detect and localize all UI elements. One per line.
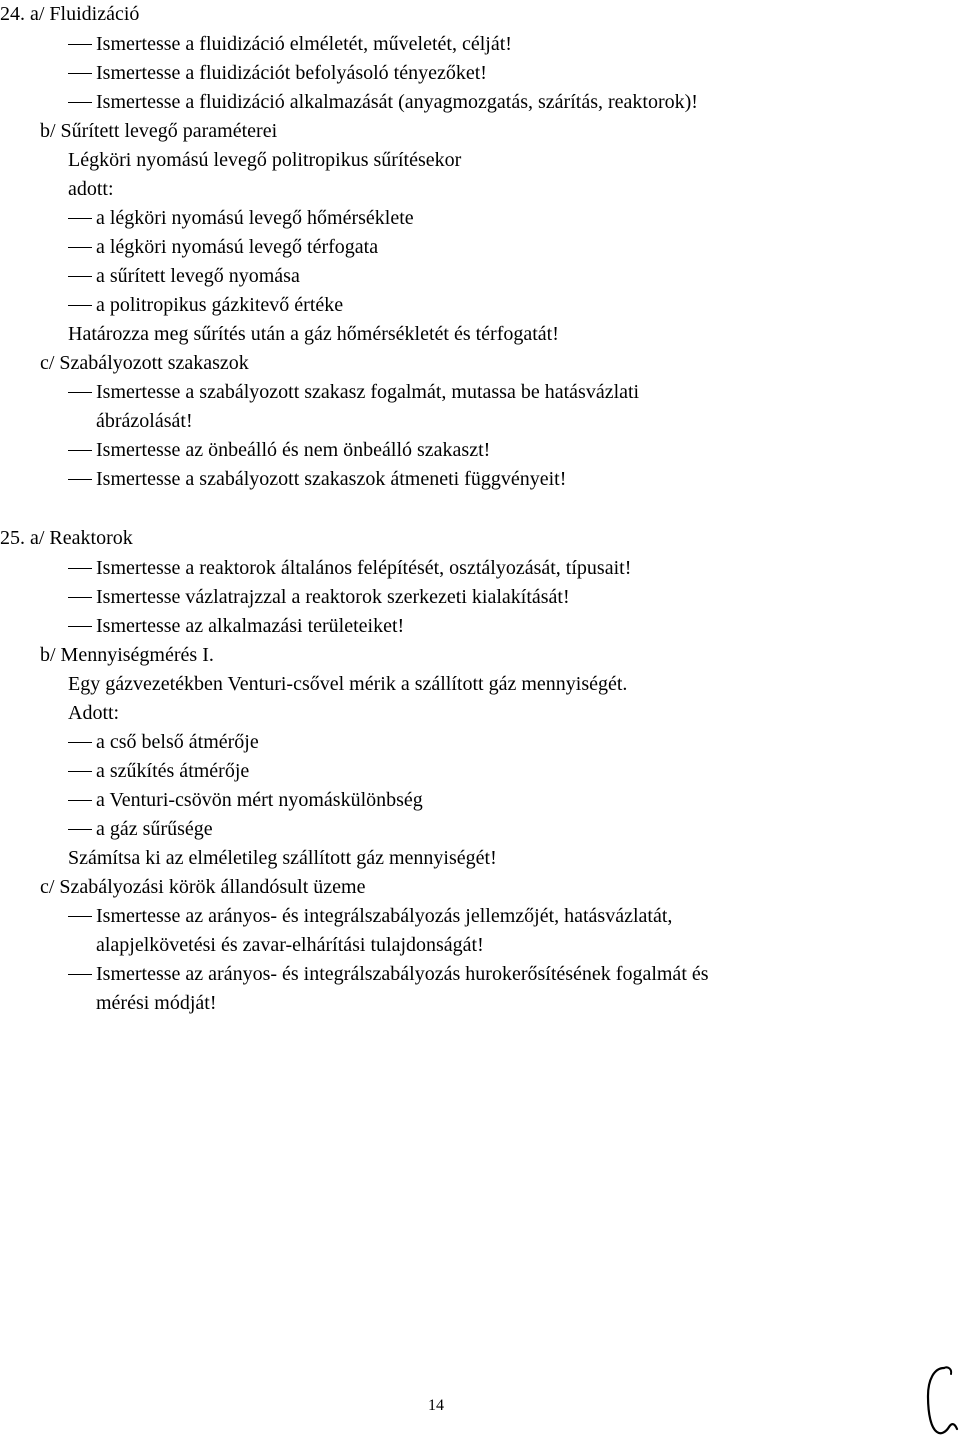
q24-b-task: Határozza meg sűrítés után a gáz hőmérsékletét és térfogatát! <box>68 323 559 345</box>
q25-b-item-2: a szűkítés átmérője <box>96 760 250 782</box>
dash-bullet <box>68 626 92 627</box>
q24-c-item-1-continued: ábrázolását! <box>96 410 193 432</box>
dash-bullet <box>68 829 92 830</box>
q24-c-item-1: Ismertesse a szabályozott szakasz fogalmát, mutassa be hatásvázlati <box>96 381 640 403</box>
q24-b-item-3: a sűrített levegő nyomása <box>96 265 300 287</box>
q24-c-header: c/ Szabályozott szakaszok <box>40 352 249 374</box>
q25-b-given-label: Adott: <box>68 702 120 724</box>
q25-c-item-1: Ismertesse az arányos- és integrálszabályozás jellemzőjét, hatásvázlatát, <box>96 905 673 927</box>
q24-a-item-3: Ismertesse a fluidizáció alkalmazását (anyagmozgatás, szárítás, reaktorok)! <box>96 91 698 113</box>
q24-b-item-1: a légköri nyomású levegő hőmérséklete <box>96 207 414 229</box>
q24-a-item-1: Ismertesse a fluidizáció elméletét, műveletét, célját! <box>96 33 512 55</box>
q25-c-item-2-continued: mérési módját! <box>96 992 217 1014</box>
dash-bullet <box>68 771 92 772</box>
q25-c-header: c/ Szabályozási körök állandósult üzeme <box>40 876 366 898</box>
q25-c-item-1-continued: alapjelkövetési és zavar-elhárítási tulajdonságát! <box>96 934 484 956</box>
dash-bullet <box>68 597 92 598</box>
q25-b-item-3: a Venturi-csövön mért nyomáskülönbség <box>96 789 423 811</box>
dash-bullet <box>68 450 92 451</box>
q24-a-item-2: Ismertesse a fluidizációt befolyásoló tényezőket! <box>96 62 487 84</box>
q24-b-header: b/ Sűrített levegő paraméterei <box>40 120 278 142</box>
dash-bullet <box>68 276 92 277</box>
q25-a-item-2: Ismertesse vázlatrajzzal a reaktorok szerkezeti kialakítását! <box>96 586 570 608</box>
dash-bullet <box>68 479 92 480</box>
handwritten-signature <box>922 1362 960 1438</box>
q24-b-item-2: a légköri nyomású levegő térfogata <box>96 236 379 258</box>
dash-bullet <box>68 44 92 45</box>
dash-bullet <box>68 800 92 801</box>
q25-b-item-4: a gáz sűrűsége <box>96 818 213 840</box>
dash-bullet <box>68 742 92 743</box>
dash-bullet <box>68 247 92 248</box>
q25-b-header: b/ Mennyiségmérés I. <box>40 644 214 666</box>
q25-header: 25. a/ Reaktorok <box>0 527 133 549</box>
dash-bullet <box>68 974 92 975</box>
dash-bullet <box>68 568 92 569</box>
q25-a-item-3: Ismertesse az alkalmazási területeiket! <box>96 615 405 637</box>
q24-b-item-4: a politropikus gázkitevő értéke <box>96 294 344 316</box>
dash-bullet <box>68 102 92 103</box>
q25-b-item-1: a cső belső átmérője <box>96 731 259 753</box>
q24-c-item-2: Ismertesse az önbeálló és nem önbeálló szakaszt! <box>96 439 491 461</box>
q25-c-item-2: Ismertesse az arányos- és integrálszabályozás hurokerősítésének fogalmát és <box>96 963 709 985</box>
q24-header: 24. a/ Fluidizáció <box>0 3 140 25</box>
q25-b-intro: Egy gázvezetékben Venturi-csővel mérik a szállított gáz mennyiségét. <box>68 673 628 695</box>
page-number: 14 <box>428 1397 444 1414</box>
q25-a-item-1: Ismertesse a reaktorok általános felépítését, osztályozását, típusait! <box>96 557 632 579</box>
dash-bullet <box>68 392 92 393</box>
dash-bullet <box>68 218 92 219</box>
dash-bullet <box>68 305 92 306</box>
q24-b-given-label: adott: <box>68 178 114 200</box>
q24-b-intro: Légköri nyomású levegő politropikus sűrítésekor <box>68 149 462 171</box>
q24-c-item-3: Ismertesse a szabályozott szakaszok átmeneti függvényeit! <box>96 468 567 490</box>
dash-bullet <box>68 73 92 74</box>
q25-b-task: Számítsa ki az elméletileg szállított gáz mennyiségét! <box>68 847 497 869</box>
dash-bullet <box>68 916 92 917</box>
